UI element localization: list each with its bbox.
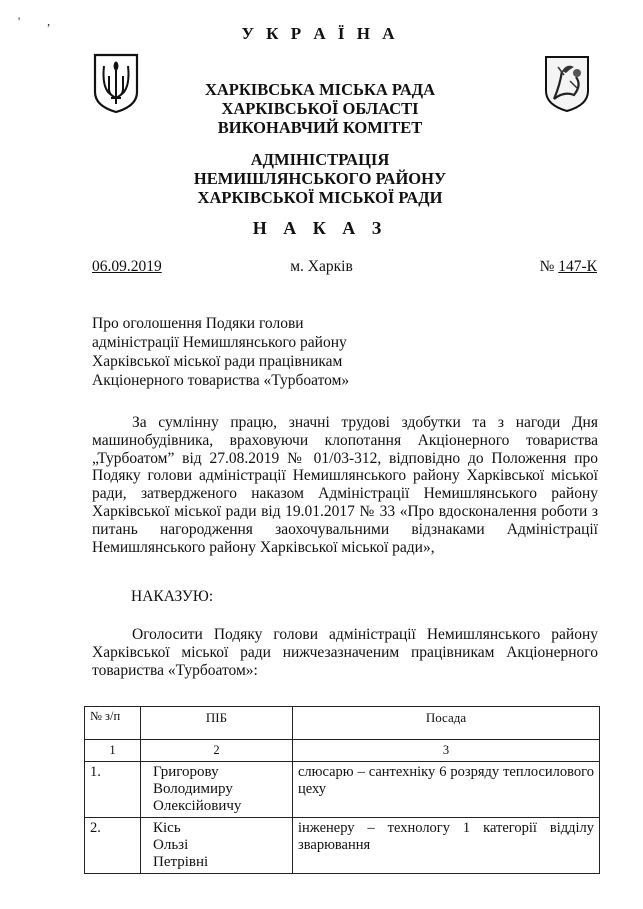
header-number: № з/п — [85, 707, 141, 740]
preamble-text-end: Немишлянського району Харківської міської ради», — [92, 538, 435, 556]
employee-position: слюсарю – сантехніку 6 розряду теплосилового цеху — [293, 762, 600, 818]
employee-name — [141, 818, 293, 874]
council-title — [130, 80, 510, 137]
table-row — [85, 762, 600, 818]
index-cell: 1 — [85, 740, 141, 762]
employees-table — [84, 706, 600, 874]
subject-line: Про оголошення Подяки голови — [92, 315, 304, 332]
subject-line: адміністрації Немишлянського району — [92, 334, 347, 351]
admin-line: НЕМИШЛЯНСЬКОГО РАЙОНУ — [193, 169, 447, 188]
order-number-value: 147-К — [558, 258, 597, 275]
name-line: Григорову — [153, 764, 219, 780]
index-cell: 2 — [141, 740, 293, 762]
subject-line: Акціонерного товариства «Турбоатом» — [92, 372, 350, 389]
country-title: У К Р А Ї Н А — [241, 24, 399, 43]
council-line: ВИКОНАВЧИЙ КОМІТЕТ — [217, 118, 423, 137]
order-directive: НАКАЗУЮ: — [131, 588, 214, 605]
announcement-paragraph — [92, 626, 598, 679]
admin-line: АДМІНІСТРАЦІЯ — [250, 150, 390, 169]
admin-line: ХАРКІВСЬКОЇ МІСЬКОЇ РАДИ — [197, 188, 443, 207]
index-cell: 3 — [293, 740, 600, 762]
name-line: Олексійовичу — [153, 798, 242, 814]
row-number: 1. — [85, 762, 141, 818]
preamble-text: За сумлінну працю, значні трудові здобутки та з нагоди Дня машинобудівника, враховуючи клопотання Акціонерного товариства „Турбоатом” від 27.08.2019 № 01/03-312, відповідно до Положення про Подяку голови адміністрації Немишлянського району Харківської міської ради, затвердженого наказом Адміністрації Немишлянського району Харківської міської ради від 19.01.2017 № 33 «Про вдосконалення роботи з питань нагородження заохочувальними відзнаками Адміністрації — [92, 414, 598, 538]
council-line: ХАРКІВСЬКОЇ ОБЛАСТІ — [221, 99, 419, 118]
header-position: Посада — [293, 707, 600, 740]
name-line: Володимиру — [153, 781, 233, 797]
employee-name — [141, 762, 293, 818]
header-name: ПІБ — [141, 707, 293, 740]
document-type-title: Н А К А З — [252, 218, 388, 238]
order-city: м. Харків — [290, 258, 353, 275]
administration-title — [130, 150, 510, 207]
table-index-row — [85, 740, 600, 762]
preamble-paragraph — [92, 414, 598, 556]
subject-line: Харківської міської ради працівникам — [92, 353, 343, 370]
order-subject — [92, 314, 349, 390]
name-line: Ользі — [153, 837, 189, 853]
announcement-text: Оголосити Подяку голови адміністрації Немишлянського району Харківської міської ради нижчезазначеним працівникам Акціонерного товариства «Турбоатом»: — [92, 626, 598, 679]
council-line: ХАРКІВСЬКА МІСЬКА РАДА — [204, 80, 436, 99]
scan-marks: ' , — [18, 14, 63, 28]
order-number — [540, 258, 597, 276]
table-header-row — [85, 707, 600, 740]
employee-position: інженеру – технологу 1 категорії відділу зварювання — [293, 818, 600, 874]
table-row — [85, 818, 600, 874]
order-date: 06.09.2019 — [92, 258, 162, 275]
name-line: Петрівні — [153, 854, 209, 870]
row-number: 2. — [85, 818, 141, 874]
name-line: Кісь — [153, 820, 181, 836]
order-number-prefix: № — [539, 258, 559, 275]
kharkiv-coat-of-arms-icon — [544, 55, 590, 113]
